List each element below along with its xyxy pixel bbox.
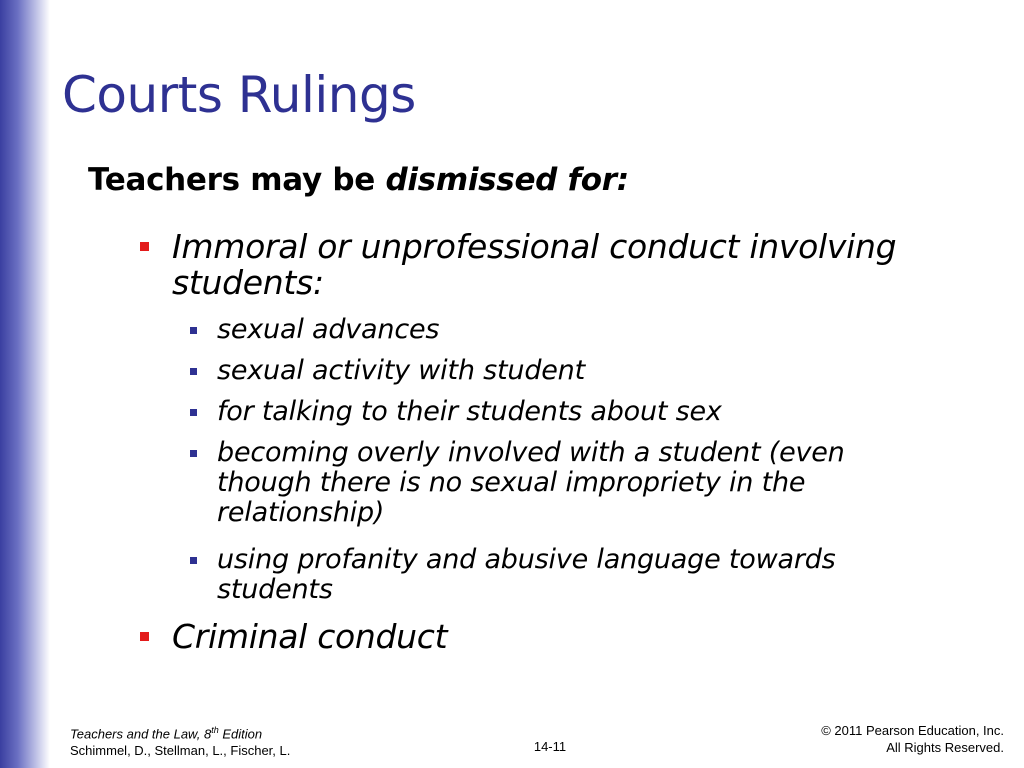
bullet-text: Criminal conduct [172, 617, 448, 656]
copyright-line: © 2011 Pearson Education, Inc. [821, 723, 1004, 738]
footer-authors: Schimmel, D., Stellman, L., Fischer, L. [70, 743, 291, 759]
sub-bullet-sexual-advances [190, 315, 930, 345]
bullet-criminal-conduct [140, 619, 980, 655]
footer-book-title [70, 722, 290, 742]
sub-bullet-overly-involved [190, 438, 930, 528]
subheading-italic: dismissed for: [385, 162, 629, 198]
footer-citation [70, 722, 290, 759]
red-square-bullet-icon [140, 632, 149, 641]
slide-subheading [88, 162, 629, 198]
footer-copyright [821, 722, 1004, 756]
blue-square-bullet-icon [190, 557, 197, 564]
blue-square-bullet-icon [190, 409, 197, 416]
sub-bullet-talking-about-sex [190, 397, 930, 427]
edition-superscript: th [211, 725, 219, 735]
sub-bullet-sexual-activity [190, 356, 930, 386]
bullet-immoral-conduct [140, 229, 980, 301]
blue-square-bullet-icon [190, 327, 197, 334]
sub-bullet-text: sexual activity with student [217, 355, 585, 386]
side-gradient-bar [0, 0, 50, 768]
red-square-bullet-icon [140, 242, 149, 251]
subheading-plain: Teachers may be [88, 162, 386, 198]
sub-bullet-text: becoming overly involved with a student (even though there is no sexual impropriety in the relationship) [217, 437, 845, 528]
bullet-text: Immoral or unprofessional conduct involving students: [172, 227, 897, 302]
sub-bullet-text: using profanity and abusive language towards students [217, 544, 836, 605]
sub-bullet-profanity [190, 545, 930, 605]
blue-square-bullet-icon [190, 450, 197, 457]
sub-bullet-text: for talking to their students about sex [217, 396, 722, 427]
edition-word: Edition [218, 726, 263, 742]
rights-line: All Rights Reserved. [886, 740, 1004, 755]
book-title-text: Teachers and the Law, 8 [70, 726, 212, 742]
slide-page-number: 14-11 [533, 739, 567, 754]
blue-square-bullet-icon [190, 368, 197, 375]
slide-title: Courts Rulings [62, 66, 416, 124]
sub-bullet-text: sexual advances [217, 314, 440, 345]
